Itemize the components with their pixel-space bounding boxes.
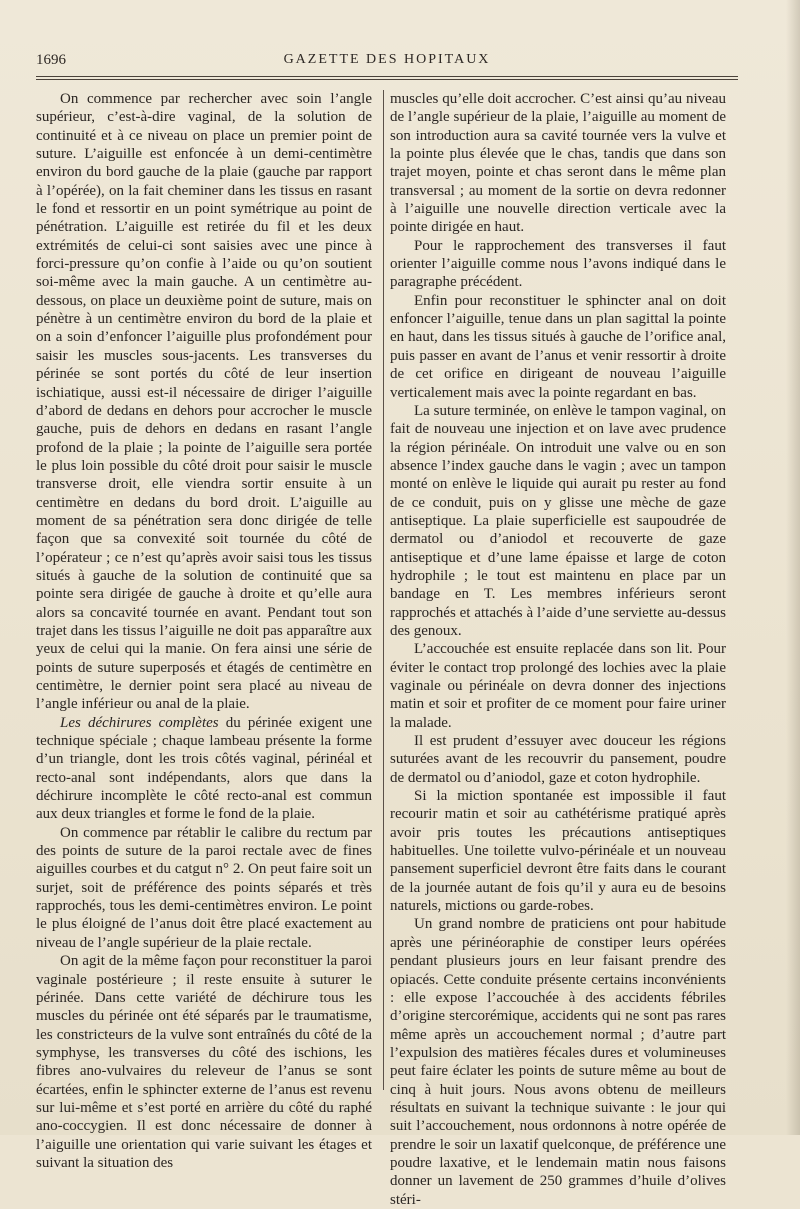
page-number: 1696 (36, 52, 66, 68)
paragraph: Pour le rapprochement des transverses il faut orienter l’aiguille comme nous l’avons indiqué dans le paragraphe précédent. (390, 237, 726, 291)
page-header (36, 52, 738, 74)
journal-title: GAZETTE DES HOPITAUX (283, 52, 491, 67)
header-rule-top (36, 76, 738, 77)
page-edge-shadow (786, 0, 800, 1135)
paragraph: La suture terminée, on enlève le tampon vaginal, on fait de nouveau une injection et on lave avec prudence la région périnéale. On introduit une valve ou en son absence l’index gauche dans le vagin ; avec un tampon monté on enlève le liquide qui aurait pu rester au fond de ce conduit, puis on y glisse une mèche de gaze antiseptique. La plaie superficielle est saupoudrée de dermatol ou d’aniodol et recouverte de gaze antiseptique et d’une lame épaisse et large de coton hydrophile ; le tout est maintenu en place par un bandage en T. Les membres inférieurs seront rapprochés et attachés à l’aide d’une serviette au-dessus des genoux. (390, 402, 726, 639)
left-column (36, 90, 372, 1172)
paragraph: Un grand nombre de praticiens ont pour habitude après une périnéoraphie de constiper leurs opérées pendant plusieurs jours en leur faisant prendre des opiacés. Cette conduite présente certains inconvénients : elle expose l’accouchée à des accidents fébriles d’origine stercorémique, accidents qui ne sont pas rares même après un accouchement normal ; d’autre part l’expulsion des matières fécales dures et volumineuses peut faire éclater les points de suture même au bout de cinq à huit jours. Nous avons obtenu de meilleurs résultats en suivant la technique suivante : le jour qui suit l’accouchement, nous ordonnons à notre opérée de prendre le soir un laxatif quelconque, de préférence une poudre laxative, et le lendemain matin nous faisons donner un lavement de 250 grammes d’huile d’olives stéri- (390, 916, 726, 1208)
paragraph: Enfin pour reconstituer le sphincter anal on doit enfoncer l’aiguille, tenue dans un plan sagittal la pointe en haut, dans les tissus situés à gauche de l’orifice anal, puis passer en avant de l’anus et venir ressortir à droite de cet orifice en dirigeant de nouveau l’aiguille verticalement mais avec la pointe regardant en bas. (390, 292, 726, 401)
paragraph-text: du périnée exigent une technique spéciale ; chaque lambeau présente la forme d’un triangle, dont les trois côtés vaginal, périnéal et recto-anal sont indépendants, alors que dans la déchirure incomplète le côté recto-anal est commun aux deux triangles et forme le fond de la plaie. (36, 714, 372, 823)
italic-heading: Les déchirures complètes (60, 714, 219, 731)
column-divider (383, 90, 384, 1090)
paragraph: L’accouchée est ensuite replacée dans son lit. Pour éviter le contact trop prolongé des lochies avec la plaie vaginale ou périnéale on devra donner des injections matin et soir et profiter de ce moment pour faire uriner la malade. (390, 641, 726, 731)
header-rule-bottom (36, 79, 738, 80)
paragraph: Il est prudent d’essuyer avec douceur les régions suturées avant de les recouvrir du pansement, poudre de dermatol ou d’aniodol, gaze et coton hydrophile. (390, 733, 726, 786)
paragraph: On commence par rechercher avec soin l’angle supérieur, c’est-à-dire vaginal, de la solution de continuité et à ce niveau on place un premier point de suture. L’aiguille est enfoncée à un demi-centimètre environ du bord gauche de la plaie (gauche par rapport à l’opérée), on la fait cheminer dans les tissus en rasant le fond et ressortir en un point symétrique au point de pénétration. L’aiguille est retirée du fil et les deux extrémités de celui-ci sont saisies avec une pince à forci-pressure qu’on confie à l’aide ou qu’on soutient soi-même avec la main gauche. A un centimètre au-dessous, on place un deuxième point de suture, mais on pénètre à un centimètre environ du bord de la plaie et on a soin d’enfoncer l’aiguille plus profondément pour saisir les muscles sous-jacents. Les transverses du périnée se sont portés du côté de leur insertion ischiatique, aussi est-il nécessaire de diriger l’aiguille d’abord de dedans en dehors pour accrocher le muscle gauche, puis de dehors en dedans en rasant l’angle profond de la plaie ; la pointe de l’aiguille sera portée le plus loin possible du côté droit pour saisir le muscle transverse droit, elle viendra sortir ensuite à un centimètre en dedans du bord droit. L’aiguille au moment de sa pénétration sera donc dirigée de telle façon que sa convexité soit tournée du côté de l’opérateur ; ce n’est qu’après avoir saisi tous les tissus situés à gauche de la solution de continuité que sa pointe sera dirigée de gauche à droite et qu’elle aura alors sa concavité tournée en avant. Pendant tout son trajet dans les tissus l’aiguille ne doit pas apparaître aux yeux de celui qui la manie. On fera ainsi une série de points de suture superposés et étagés de centimètre en centimètre, le dernier point sera placé au niveau de l’angle inférieur ou anal de la plaie. (36, 91, 372, 713)
right-column (390, 90, 726, 1209)
paragraph: On commence par rétablir le calibre du rectum par des points de suture de la paroi rectale avec de fines aiguilles courbes et du catgut n° 2. On peut faire soit un surjet, soit de préférence des points séparés et très rapprochés, tous les demi-centimètres environ. Le point le plus éloigné de l’anus doit être placé exactement au niveau de l’angle supérieur de la plaie rectale. (36, 824, 372, 951)
paragraph (36, 714, 372, 824)
paragraph: On agit de la même façon pour reconstituer la paroi vaginale postérieure ; il reste ensuite à suturer le périnée. Dans cette variété de déchirure tous les muscles du périnée ont été séparés par le traumatisme, les constricteurs de la vulve sont entraînés du côté de la symphyse, les transverses du côté des ischions, les fibres ano-vulvaires du releveur de l’anus se sont écartées, enfin le sphincter externe de l’anus est revenu sur lui-même et s’est porté en arrière du côté du raphé ano-coccygien. Il est donc nécessaire de donner à l’aiguille une orientation qui varie suivant les étages et suivant la situation des (36, 953, 372, 1171)
paragraph: muscles qu’elle doit accrocher. C’est ainsi qu’au niveau de l’angle supérieur de la plaie, l’aiguille au moment de son introduction aura sa cavité tournée vers la vulve et la pointe plus élevée que le chas, tandis que dans son trajet moyen, pointe et chas seront dans le même plan transversal ; au moment de la sortie on devra redonner à l’aiguille une nouvelle direction verticale avec la pointe dirigée en haut. (390, 91, 726, 236)
paragraph: Si la miction spontanée est impossible il faut recourir matin et soir au cathétérisme pratiqué après avoir pris toutes les précautions antiseptiques habituelles. Une toilette vulvo-périnéale et un nouveau pansement superficiel devront être faits dans le courant de la journée autant de fois qu’il y aura eu de besoins naturels, mictions ou garde-robes. (390, 788, 726, 915)
